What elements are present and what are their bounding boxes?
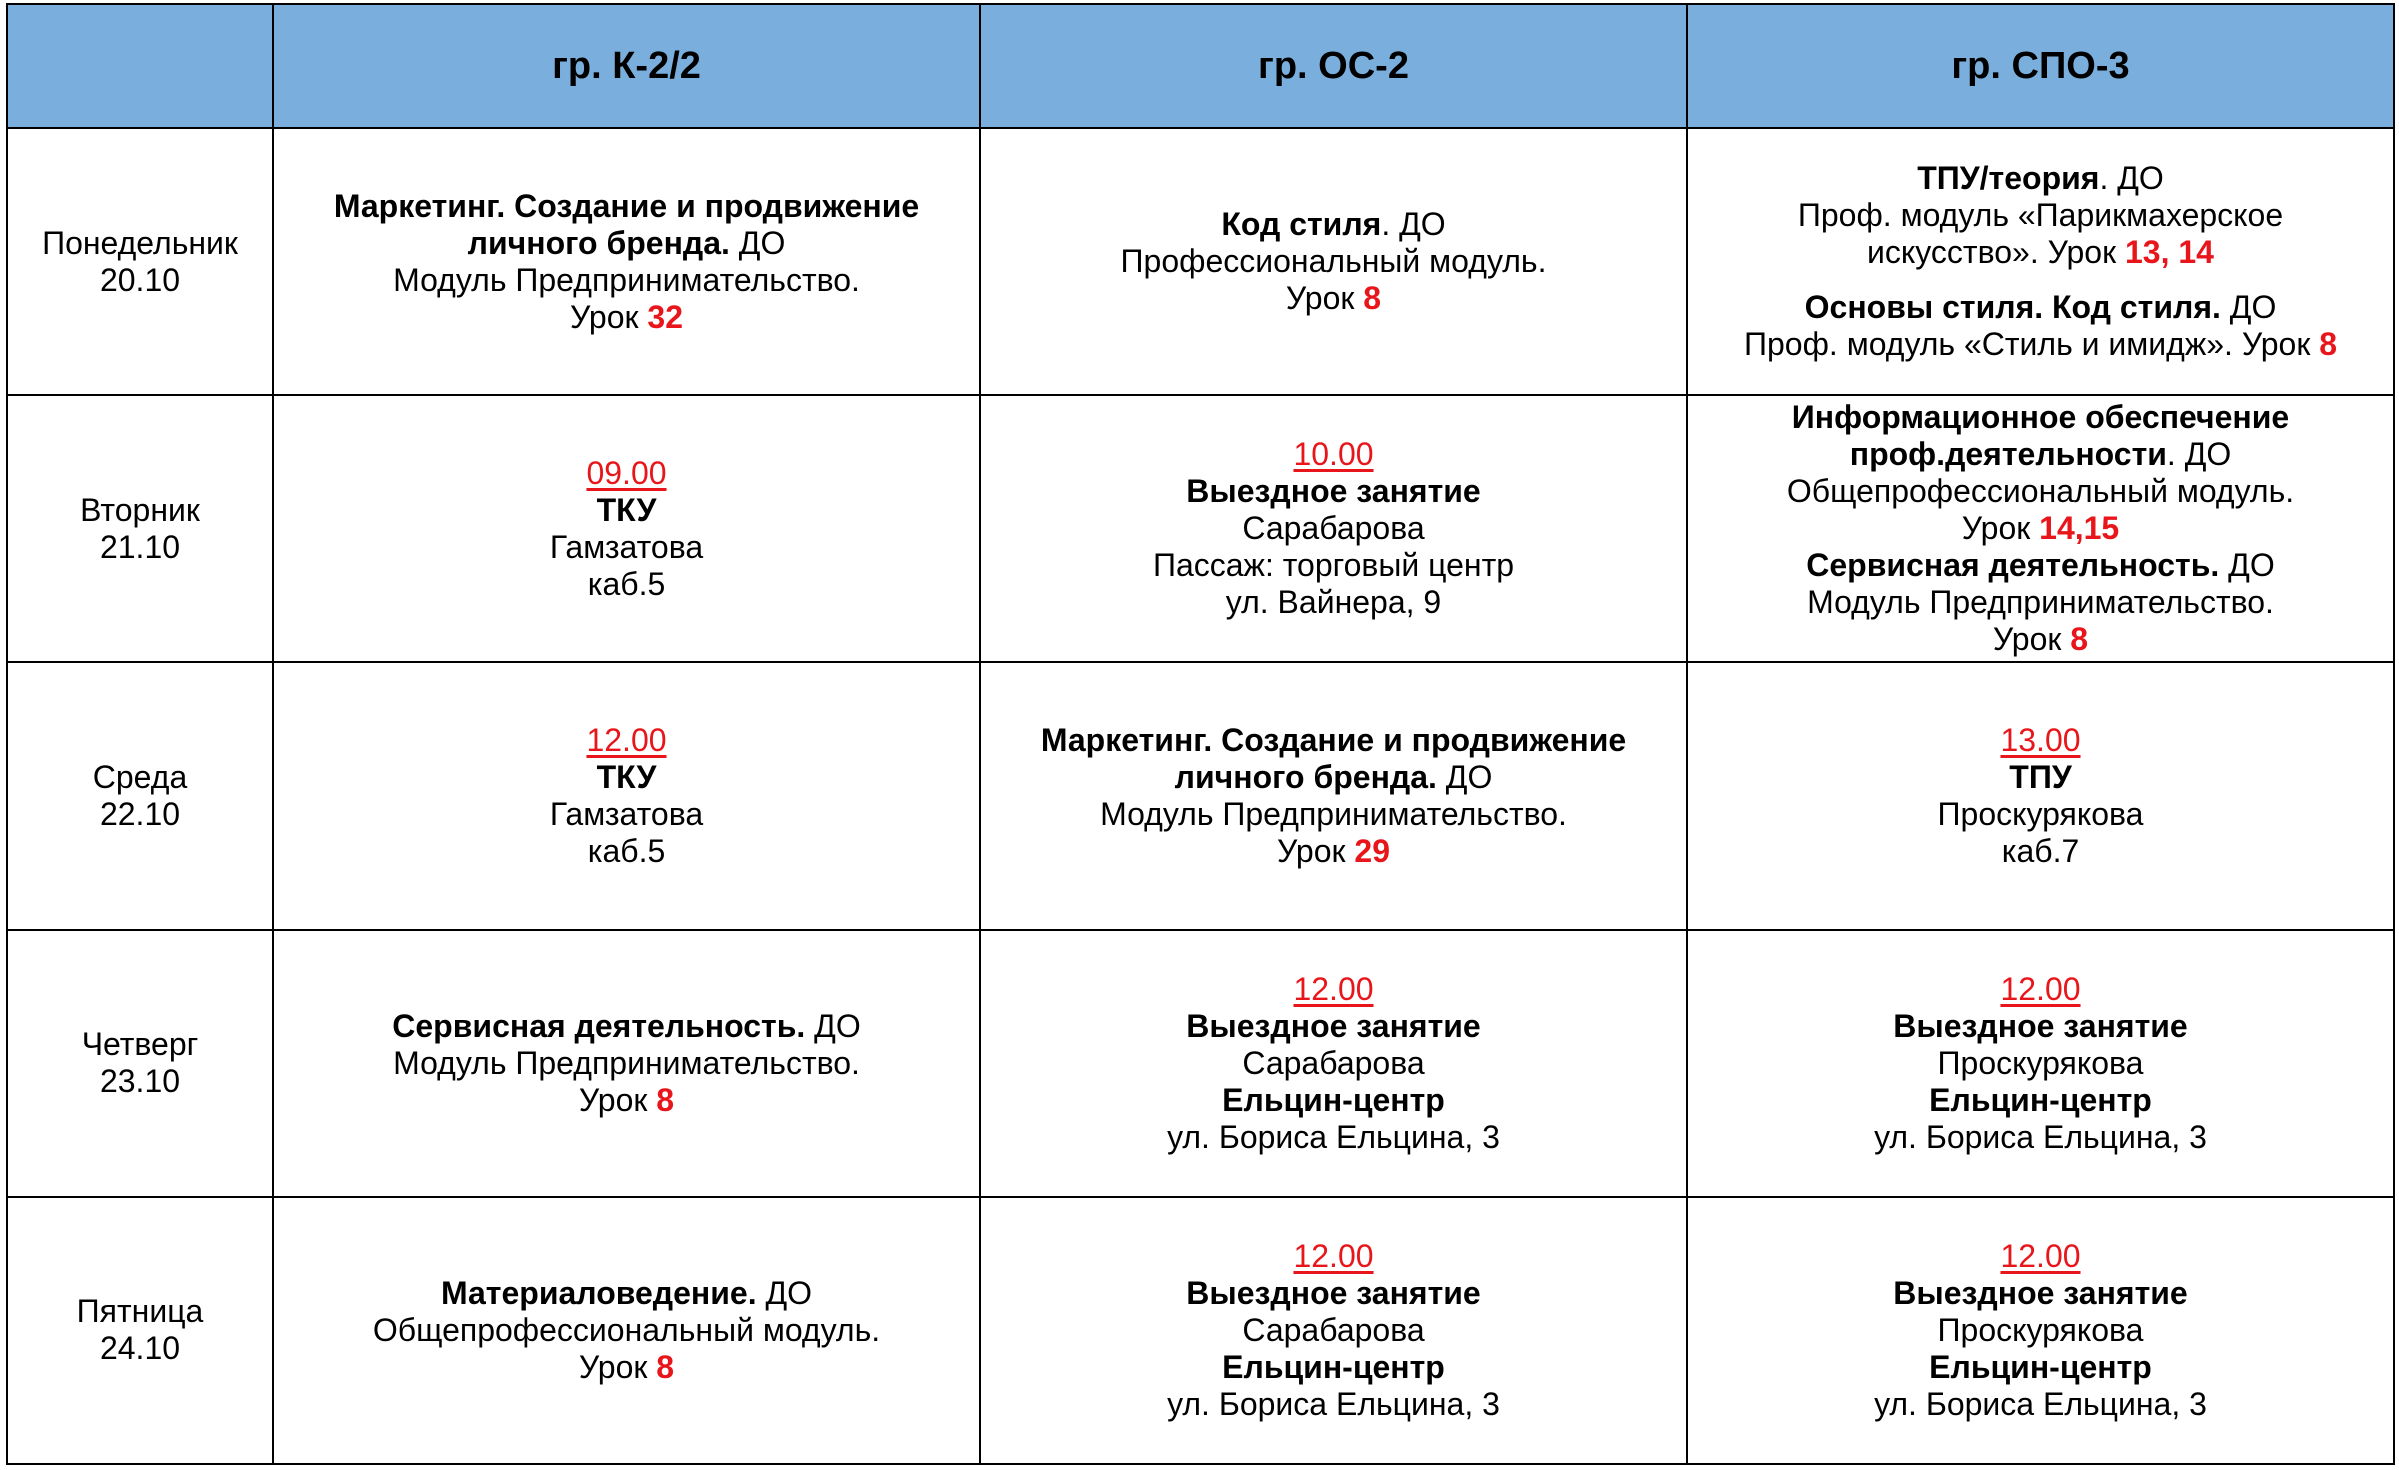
lesson-text: Урок [1961,510,2040,547]
lesson-title: Выездное занятие [1893,1274,2188,1311]
lesson-text: Общепрофессиональный модуль. [1786,473,2295,510]
lesson-line [1694,1238,2387,1275]
day-name: Среда [92,758,188,795]
lesson-title: проф.деятельности [1849,436,2167,473]
lesson-line [1694,1349,2387,1386]
lesson-text: . ДО [1381,206,1446,243]
lesson-time: 13.00 [2000,721,2081,758]
day-cell [7,662,273,929]
lesson-text: Урок [570,298,648,335]
lesson-line [987,280,1680,317]
lesson-line [987,584,1680,621]
lesson-text: Гамзатова [549,795,704,832]
lesson-cell-spo3 [1687,395,2394,662]
lesson-title: Выездное занятие [1186,1007,1481,1044]
lesson-text: ул. Бориса Ельцина, 3 [1167,1385,1500,1422]
lesson-line [1694,547,2387,584]
lesson-text: ДО [756,1274,813,1311]
lesson-line [987,971,1680,1008]
schedule-table [6,3,2395,1465]
lesson-line [280,1008,973,1045]
lesson-text: искусство». Урок [1867,234,2125,271]
lesson-text: ДО [729,224,786,261]
lesson-line [987,759,1680,796]
lesson-title: Основы стиля. Код стиля. [1804,289,2221,326]
lesson-number: 8 [2070,621,2089,658]
lesson-line [987,1082,1680,1119]
lesson-line [1694,1082,2387,1119]
day-date: 23.10 [99,1063,181,1100]
lesson-time: 10.00 [1293,436,1374,473]
day-cell [7,128,273,395]
day-date: 22.10 [99,795,181,832]
lesson-text: ул. Вайнера, 9 [1225,584,1442,621]
lesson-text: ДО [2219,547,2275,584]
lesson-title: Ельцин-центр [1222,1081,1445,1118]
lesson-line [1694,271,2387,289]
lesson-title: ТКУ [596,491,657,528]
lesson-line [280,529,973,566]
lesson-line [987,243,1680,280]
lesson-number: 14,15 [2039,510,2120,547]
lesson-cell-k22 [273,128,980,395]
lesson-title: Сервисная деятельность. [1806,547,2220,584]
lesson-cell-k22 [273,662,980,929]
lesson-text: ДО [805,1007,861,1044]
table-row [7,930,2394,1197]
lesson-text: ул. Бориса Ельцина, 3 [1167,1118,1500,1155]
lesson-text: . ДО [2099,160,2164,197]
lesson-line [987,1238,1680,1275]
lesson-line [987,1349,1680,1386]
lesson-line [1694,722,2387,759]
lesson-title: ТПУ [2009,758,2072,795]
day-date: 24.10 [99,1330,181,1367]
lesson-text: каб.5 [587,565,666,602]
lesson-text: ДО [1436,758,1493,795]
lesson-title: ТКУ [596,758,657,795]
lesson-title: Сервисная деятельность. [392,1007,806,1044]
lesson-number: 32 [647,298,683,335]
lesson-cell-os2 [980,1197,1687,1464]
lesson-title: Ельцин-центр [1929,1348,2152,1385]
lesson-line [987,1312,1680,1349]
header-row [7,4,2394,128]
lesson-cell-k22 [273,930,980,1197]
lesson-cell-spo3 [1687,930,2394,1197]
lesson-line [1694,584,2387,621]
lesson-line [280,1045,973,1082]
lesson-line [1694,289,2387,326]
header-group-k22: гр. К-2/2 [273,4,980,128]
lesson-text: Проскурякова [1937,1044,2144,1081]
lesson-line [280,225,973,262]
lesson-line [987,1386,1680,1423]
lesson-line [1694,436,2387,473]
lesson-title: Код стиля [1221,206,1382,243]
lesson-text: Пассаж: торговый центр [1152,547,1515,584]
lesson-line [987,436,1680,473]
header-group-spo3: гр. СПО-3 [1687,4,2394,128]
lesson-number: 8 [2319,326,2337,363]
lesson-title: личного бренда. [1174,758,1437,795]
lesson-title: Материаловедение. [440,1274,757,1311]
lesson-line [280,299,973,336]
day-cell [7,395,273,662]
lesson-line [280,1312,973,1349]
lesson-time: 09.00 [586,454,667,491]
header-corner [7,4,273,128]
lesson-cell-os2 [980,930,1687,1197]
lesson-line [987,473,1680,510]
day-name: Четверг [81,1026,199,1063]
lesson-title: Выездное занятие [1893,1007,2188,1044]
lesson-text: каб.7 [2001,832,2080,869]
lesson-text: ул. Бориса Ельцина, 3 [1874,1118,2207,1155]
lesson-text: Урок [1277,832,1355,869]
lesson-text: Урок [1285,280,1364,317]
table-row [7,395,2394,662]
lesson-cell-spo3 [1687,662,2394,929]
lesson-line [1694,1119,2387,1156]
lesson-line [987,547,1680,584]
day-date: 21.10 [99,528,181,565]
lesson-time: 12.00 [2000,970,2081,1007]
lesson-text: Профессиональный модуль. [1120,243,1547,280]
lesson-title: Маркетинг. Создание и продвижение [1040,721,1627,758]
lesson-line [987,1045,1680,1082]
lesson-title: Выездное занятие [1186,473,1481,510]
lesson-line [1694,399,2387,436]
lesson-line [280,566,973,603]
lesson-text: Урок [578,1081,657,1118]
lesson-line [280,1275,973,1312]
lesson-title: Маркетинг. Создание и продвижение [333,187,920,224]
lesson-time: 12.00 [2000,1237,2081,1274]
schedule-body [7,128,2394,1464]
lesson-cell-spo3 [1687,1197,2394,1464]
day-date: 20.10 [99,261,181,298]
day-cell [7,1197,273,1464]
lesson-line [987,510,1680,547]
lesson-line [987,796,1680,833]
lesson-line [280,492,973,529]
header-group-os2: гр. ОС-2 [980,4,1687,128]
lesson-line [280,188,973,225]
lesson-text: Проф. модуль «Парикмахерское [1797,197,2284,234]
lesson-line [1694,621,2387,658]
lesson-number: 13, 14 [2124,234,2214,271]
lesson-line [1694,796,2387,833]
lesson-line [1694,759,2387,796]
lesson-line [987,206,1680,243]
lesson-line [280,455,973,492]
lesson-cell-os2 [980,395,1687,662]
lesson-text: каб.5 [587,832,666,869]
lesson-title: Информационное обеспечение [1791,399,2290,436]
lesson-line [987,1275,1680,1312]
table-row [7,1197,2394,1464]
lesson-text: Модуль Предпринимательство. [1100,795,1567,832]
lesson-text: Модуль Предпринимательство. [1807,584,2274,621]
lesson-cell-k22 [273,1197,980,1464]
day-cell [7,930,273,1197]
lesson-title: личного бренда. [467,224,730,261]
lesson-line [1694,1045,2387,1082]
lesson-cell-os2 [980,128,1687,395]
lesson-line [280,796,973,833]
lesson-time: 12.00 [1293,1237,1374,1274]
lesson-line [1694,160,2387,197]
lesson-line [1694,326,2387,363]
lesson-line [1694,197,2387,234]
lesson-line [1694,1008,2387,1045]
lesson-text: Урок [1992,621,2071,658]
lesson-text: . ДО [2166,436,2232,473]
lesson-text: Сарабарова [1242,1311,1425,1348]
lesson-line [1694,833,2387,870]
lesson-line [280,262,973,299]
lesson-number: 29 [1354,832,1390,869]
lesson-text: ул. Бориса Ельцина, 3 [1874,1385,2207,1422]
lesson-title: Выездное занятие [1186,1274,1481,1311]
lesson-text: Сарабарова [1242,1044,1425,1081]
lesson-time: 12.00 [586,721,667,758]
table-row [7,662,2394,929]
lesson-number: 8 [656,1081,675,1118]
lesson-text: Сарабарова [1242,510,1425,547]
lesson-title: Ельцин-центр [1222,1348,1445,1385]
lesson-line [1694,510,2387,547]
lesson-text: Урок [578,1348,657,1385]
lesson-cell-spo3 [1687,128,2394,395]
lesson-line [1694,234,2387,271]
day-name: Понедельник [42,224,238,261]
day-name: Пятница [76,1293,204,1330]
lesson-number: 8 [656,1348,675,1385]
lesson-text: Модуль Предпринимательство. [393,261,860,298]
day-name: Вторник [80,491,200,528]
lesson-line [1694,473,2387,510]
lesson-line [987,1119,1680,1156]
lesson-line [987,1008,1680,1045]
lesson-title: Ельцин-центр [1929,1081,2152,1118]
lesson-line [280,1349,973,1386]
lesson-line [280,722,973,759]
lesson-cell-k22 [273,395,980,662]
lesson-line [987,833,1680,870]
lesson-number: 8 [1363,280,1382,317]
lesson-line [280,1082,973,1119]
lesson-text: Проскурякова [1937,1311,2144,1348]
lesson-line [1694,1312,2387,1349]
lesson-line [280,833,973,870]
lesson-line [1694,1386,2387,1423]
lesson-line [1694,1275,2387,1312]
lesson-time: 12.00 [1293,970,1374,1007]
lesson-text: Проф. модуль «Стиль и имидж». Урок [1743,326,2320,363]
lesson-cell-os2 [980,662,1687,929]
lesson-text: ДО [2220,289,2277,326]
lesson-line [987,722,1680,759]
lesson-text: Проскурякова [1937,795,2144,832]
table-row [7,128,2394,395]
lesson-text: Общепрофессиональный модуль. [372,1311,881,1348]
lesson-line [280,759,973,796]
lesson-text: Гамзатова [549,528,704,565]
lesson-line [1694,971,2387,1008]
lesson-title: ТПУ/теория [1917,160,2100,197]
lesson-text: Модуль Предпринимательство. [393,1044,860,1081]
